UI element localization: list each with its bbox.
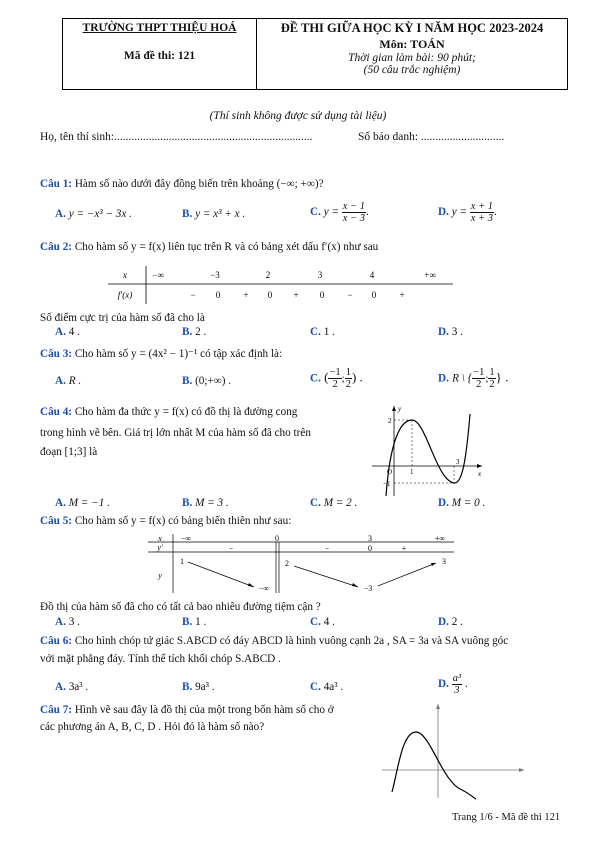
q2-s-2: + [243, 290, 249, 300]
svg-text:−∞: −∞ [180, 534, 192, 543]
school-name: TRƯỜNG THPT THIỆU HOÁ [82, 22, 237, 34]
q2-s-5: 0 [319, 290, 325, 300]
q4-graph [368, 402, 486, 498]
q7-line2: các phương án A, B, C, D . Hỏi đó là hàm số nào? [40, 721, 265, 733]
header-table [62, 18, 568, 90]
svg-text:0: 0 [275, 534, 279, 543]
q2-x-head: x [123, 270, 127, 280]
q1-option-c[interactable]: C. y = $\frac{x - 1}{x - 3}$ . [310, 201, 369, 224]
q2-x-1: −3 [210, 270, 220, 280]
q3-option-c[interactable]: C. ( $\frac{-1}{2}$ ; $\frac{1}{2}$ ) . [310, 367, 363, 390]
q1-option-b[interactable]: B. y = x³ + x . [182, 208, 246, 220]
q6-option-d[interactable]: D. $\frac{\text{a³}}{3}$ . [438, 673, 468, 696]
exam-title: ĐỀ THI GIỮA HỌC KỲ I NĂM HỌC 2023-2024 [280, 21, 544, 35]
svg-text:1: 1 [410, 468, 414, 476]
q6-line2: với mặt phẳng đáy. Tính thể tích khối chóp S.ABCD . [40, 653, 281, 665]
q1-stem [40, 178, 324, 190]
q1-d-fraction: $\frac{x + 1}{x + 3}$ [470, 201, 494, 224]
q3-option-a[interactable]: A. R . [55, 375, 82, 387]
q3-label: Câu 3: [40, 348, 73, 360]
q1-c-fraction: $\frac{x - 1}{x - 3}$ [342, 201, 366, 224]
svg-text:−: − [228, 544, 234, 553]
svg-text:+: + [401, 544, 407, 553]
svg-text:y′: y′ [157, 543, 163, 552]
page-footer: Trang 1/6 - Mã đề thi 121 [452, 812, 561, 823]
q4-label: Câu 4: [40, 406, 73, 418]
svg-text:2: 2 [285, 559, 289, 568]
q4-line3: đoạn [1;3] là [40, 446, 98, 458]
q1-text: Hàm số nào dưới đây đồng biến trên khoảng [74, 178, 274, 190]
q4-option-c[interactable]: C. M = 2 . [310, 497, 358, 509]
svg-text:−∞: −∞ [258, 584, 270, 593]
q2-option-a[interactable]: A. 4 . [55, 326, 80, 338]
q5-variation-table [146, 533, 458, 595]
q5-option-c[interactable]: C. 4 . [310, 616, 335, 628]
svg-text:x: x [158, 534, 162, 543]
q7-label: Câu 7: [40, 704, 73, 716]
q1-interval: (−∞; +∞)? [276, 178, 324, 190]
svg-text:−: − [324, 544, 330, 553]
q5-label: Câu 5: [40, 515, 73, 527]
q2-text: Cho hàm số y = f(x) liên tục trên R và có bảng xét dấu f′(x) như sau [74, 241, 379, 253]
svg-text:3: 3 [368, 534, 372, 543]
question-count: (50 câu trắc nghiệm) [363, 64, 461, 76]
q2-x-values [152, 270, 436, 280]
q1-label: Câu 1: [40, 178, 73, 190]
q2-option-d[interactable]: D. 3 . [438, 326, 463, 338]
exam-note: (Thí sinh không được sử dụng tài liệu) [209, 110, 387, 122]
q7-graph [378, 700, 528, 800]
q6-label: Câu 6: [40, 635, 73, 647]
q2-s-3: 0 [267, 290, 273, 300]
q6-option-b[interactable]: B. 9a³ . [182, 681, 215, 693]
svg-text:−1: −1 [383, 480, 391, 488]
q3-option-b[interactable]: B. (0;+∞) . [182, 375, 232, 387]
q4-option-b[interactable]: B. M = 3 . [182, 497, 229, 509]
q4-line2: trong hình vẽ bên. Giá trị lớn nhất M của hàm số đã cho trên [40, 427, 311, 439]
q2-option-b[interactable]: B. 2 . [182, 326, 207, 338]
q6-line1: Câu 6: Cho hình chóp tứ giác S.ABCD có đáy ABCD là hình vuông cạnh 2a , SA = 3a và SA vuông góc [40, 635, 509, 647]
exam-time: Thời gian làm bài: 90 phút; [348, 52, 476, 64]
q4-option-d[interactable]: D. M = 0 . [438, 497, 486, 509]
candidate-name-field[interactable]: Họ, tên thí sinh:..................................................................... [40, 131, 313, 143]
q2-s-8: + [399, 290, 405, 300]
q2-s-7: 0 [371, 290, 377, 300]
q5-option-b[interactable]: B. 1 . [182, 616, 207, 628]
svg-text:2: 2 [388, 417, 392, 425]
q4-line1: Câu 4: Cho hàm đa thức y = f(x) có đồ thị là đường cong [40, 406, 298, 418]
candidate-id-field[interactable]: Số báo danh: ............................. [358, 131, 505, 143]
svg-text:3: 3 [442, 557, 446, 566]
q2-x-3: 3 [317, 270, 323, 280]
q2-s-0: − [190, 290, 196, 300]
q5-stem: Câu 5: Cho hàm số y = f(x) có bảng biến thiên như sau: [40, 515, 292, 527]
school-cell [63, 19, 257, 90]
q2-sign-values [190, 290, 404, 300]
q2-s-4: + [293, 290, 299, 300]
exam-code: Mã đề thi: 121 [123, 50, 196, 62]
q2-fp-head: f′(x) [117, 290, 133, 300]
q5-question: Đồ thị của hàm số đã cho có tất cả bao nhiêu đường tiệm cận ? [40, 601, 321, 613]
q1-option-a[interactable]: A. y = −x³ − 3x . [55, 208, 132, 220]
q2-x-5: +∞ [424, 270, 436, 280]
q5-option-d[interactable]: D. 2 . [438, 616, 463, 628]
q2-x-4: 4 [369, 270, 375, 280]
svg-text:1: 1 [180, 557, 184, 566]
q2-label: Câu 2: [40, 241, 73, 253]
q7-line1: Câu 7: Hình vẽ sau đây là đồ thị của một trong bốn hàm số cho ở [40, 704, 334, 716]
svg-text:y: y [158, 571, 162, 580]
svg-text:−3: −3 [363, 584, 373, 593]
svg-text:y: y [398, 405, 402, 413]
svg-text:O: O [387, 468, 393, 476]
svg-text:+∞: +∞ [434, 534, 446, 543]
q2-s-6: − [347, 290, 353, 300]
q3-stem [40, 347, 282, 360]
q2-x-0: −∞ [152, 270, 164, 280]
exam-info-cell [257, 19, 568, 90]
q3-option-d[interactable]: D. R \ { $\frac{-1}{2}$ ; $\frac{1}{2}$ } . [438, 367, 509, 390]
q3-text: Cho hàm số y = (4x² − 1)⁻¹ có tập xác định là: [74, 348, 283, 360]
subject: Môn: TOÁN [379, 37, 445, 51]
q2-question: Số điểm cực trị của hàm số đã cho là [40, 312, 205, 324]
q2-s-1: 0 [215, 290, 221, 300]
q2-stem [40, 241, 378, 253]
q5-option-a[interactable]: A. 3 . [55, 616, 80, 628]
svg-text:0: 0 [368, 544, 372, 553]
q2-sign-table [108, 264, 458, 306]
q6-option-c[interactable]: C. 4a³ . [310, 681, 344, 693]
q6-option-a[interactable]: A. 3a³ . [55, 681, 89, 693]
q2-x-2: 2 [265, 270, 271, 280]
svg-text:x: x [478, 470, 482, 478]
svg-text:3: 3 [456, 458, 460, 466]
q2-option-c[interactable]: C. 1 . [310, 326, 335, 338]
q1-option-d[interactable]: D. y = $\frac{x + 1}{x + 3}$ . [438, 201, 497, 224]
q4-option-a[interactable]: A. M = −1 . [55, 497, 110, 509]
